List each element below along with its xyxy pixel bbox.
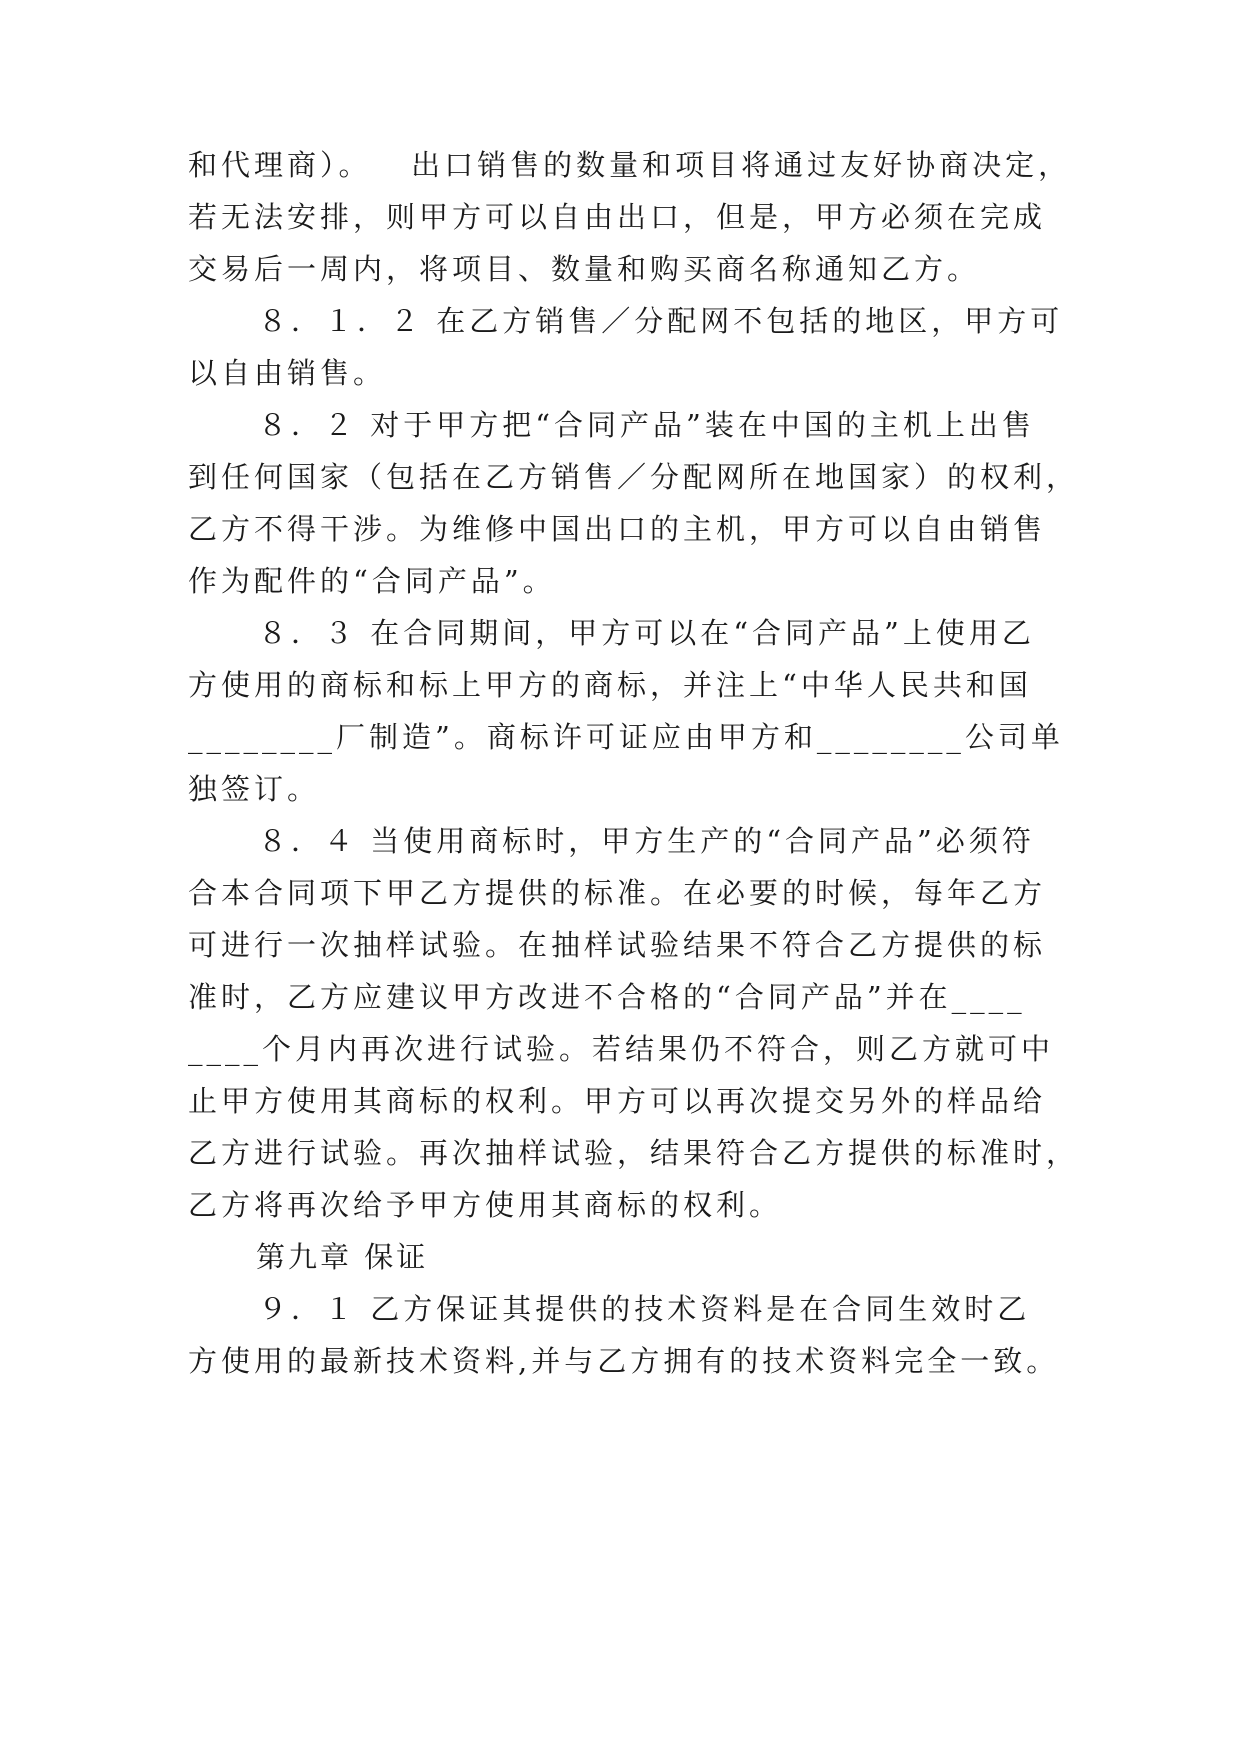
text-line: 止甲方使用其商标的权利。甲方可以再次提交另外的样品给 bbox=[188, 1084, 1047, 1118]
text-line: 独签订。 bbox=[188, 772, 321, 806]
text-line: 合本合同项下甲乙方提供的标准。在必要的时候，每年乙方 bbox=[188, 876, 1047, 910]
clause-8-4-start: ８．４ 当使用商标时，甲方生产的“合同产品”必须符 bbox=[258, 824, 1035, 858]
text-line: 准时，乙方应建议甲方改进不合格的“合同产品”并在____ bbox=[188, 980, 1026, 1014]
text-line: 方使用的商标和标上甲方的商标，并注上“中华人民共和国 bbox=[188, 668, 1032, 702]
text-line: 可进行一次抽样试验。在抽样试验结果不符合乙方提供的标 bbox=[188, 928, 1047, 962]
text-line: 乙方进行试验。再次抽样试验，结果符合乙方提供的标准时， bbox=[188, 1136, 1080, 1170]
text-line: 若无法安排，则甲方可以自由出口，但是，甲方必须在完成 bbox=[188, 200, 1047, 234]
chapter-heading: 第九章 保证 bbox=[256, 1240, 429, 1274]
text-line: 乙方不得干涉。为维修中国出口的主机，甲方可以自由销售 bbox=[188, 512, 1047, 546]
text-line: 乙方将再次给予甲方使用其商标的权利。 bbox=[188, 1188, 783, 1222]
clause-8-3-start: ８．３ 在合同期间，甲方可以在“合同产品”上使用乙 bbox=[258, 616, 1035, 650]
clause-8-2-start: ８．２ 对于甲方把“合同产品”装在中国的主机上出售 bbox=[258, 408, 1035, 442]
text-line: 到任何国家（包括在乙方销售／分配网所在地国家）的权利， bbox=[188, 460, 1080, 494]
text-line: 以自由销售。 bbox=[188, 356, 387, 390]
clause-9-1-start: ９．１ 乙方保证其提供的技术资料是在合同生效时乙 bbox=[258, 1292, 1031, 1326]
text-line: ________厂制造”。商标许可证应由甲方和________公司单 bbox=[188, 720, 1064, 754]
text-line: 交易后一周内，将项目、数量和购买商名称通知乙方。 bbox=[188, 252, 981, 286]
clause-8-1-2-start: ８．１．２ 在乙方销售／分配网不包括的地区，甲方可 bbox=[258, 304, 1064, 338]
text-line: ____个月内再次进行试验。若结果仍不符合，则乙方就可中 bbox=[188, 1032, 1055, 1066]
text-line: 和代理商）。 出口销售的数量和项目将通过友好协商决定， bbox=[188, 148, 1072, 182]
text-line: 方使用的最新技术资料,并与乙方拥有的技术资料完全一致。 bbox=[188, 1344, 1060, 1378]
text-line: 作为配件的“合同产品”。 bbox=[188, 564, 556, 598]
